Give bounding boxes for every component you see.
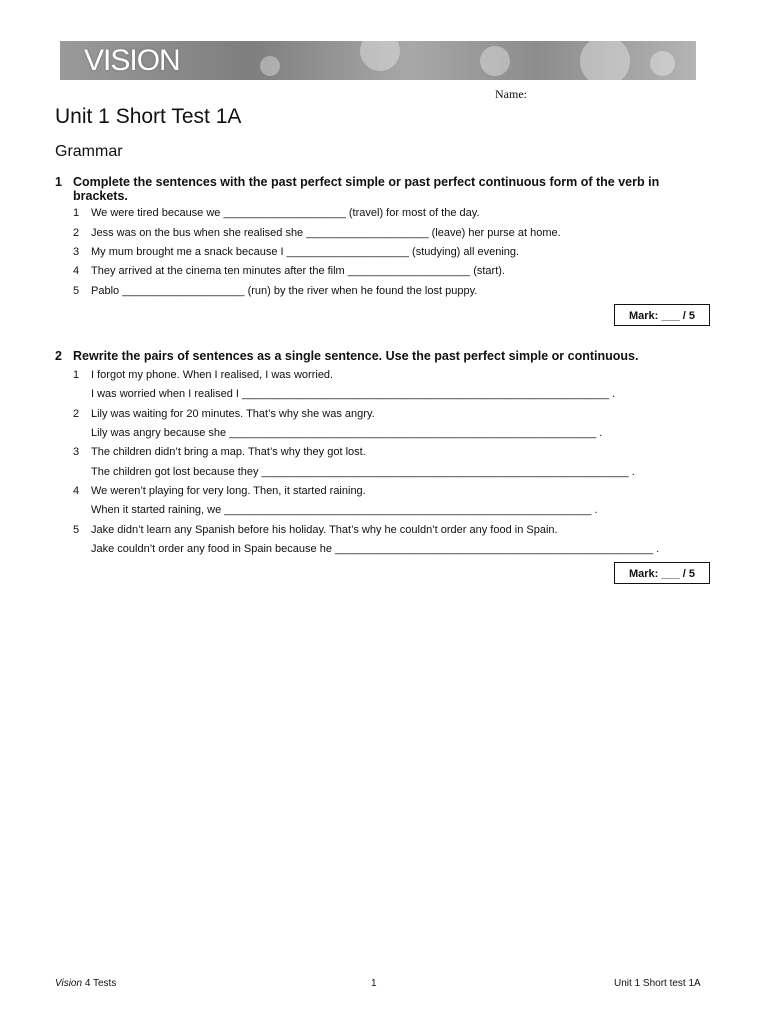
- item-number: 1: [73, 369, 80, 381]
- q2-mark-box: Mark: ___ / 5: [614, 562, 710, 584]
- q2-answer-line: Lily was angry because she ____________________________________________________________ .: [91, 427, 603, 439]
- item-number: 3: [73, 246, 80, 258]
- item-number: 4: [73, 485, 80, 497]
- page-title: Unit 1 Short Test 1A: [55, 105, 242, 128]
- q2-answer-line: When it started raining, we ____________________________________________________________ .: [91, 504, 598, 516]
- item-text: They arrived at the cinema ten minutes after the film ____________________ (start).: [91, 265, 505, 277]
- question-number: 2: [55, 349, 62, 363]
- item-number: 3: [73, 446, 80, 458]
- vision-logo: VISION: [84, 44, 180, 77]
- item-text: Lily was waiting for 20 minutes. That’s why she was angry.: [91, 408, 375, 420]
- q1-mark-box: Mark: ___ / 5: [614, 304, 710, 326]
- section-title: Grammar: [55, 143, 123, 160]
- item-text: I forgot my phone. When I realised, I was worried.: [91, 369, 334, 381]
- footer-book-name: Vision: [55, 978, 83, 989]
- page-number: 1: [371, 978, 377, 989]
- item-number: 2: [73, 408, 80, 420]
- question-number: 1: [55, 175, 62, 189]
- name-label: Name:: [495, 87, 527, 101]
- q2-answer-line: The children got lost because they ____________________________________________________________ .: [91, 466, 635, 478]
- footer-right: Unit 1 Short test 1A: [614, 978, 701, 989]
- item-text: My mum brought me a snack because I ____________________ (studying) all evening.: [91, 246, 520, 258]
- item-text: Jake didn’t learn any Spanish before his holiday. That’s why he couldn’t order any food in Spain.: [91, 524, 558, 536]
- item-number: 4: [73, 265, 80, 277]
- item-number: 2: [73, 227, 80, 239]
- item-number: 5: [73, 285, 80, 297]
- item-text: The children didn’t bring a map. That’s why they got lost.: [91, 446, 366, 458]
- footer-left: [55, 978, 116, 989]
- question-instruction: Rewrite the pairs of sentences as a single sentence. Use the past perfect simple or continuous.: [73, 349, 639, 363]
- item-number: 1: [73, 207, 80, 219]
- question-instruction: Complete the sentences with the past perfect simple or past perfect continuous form of the verb in brackets.: [73, 175, 660, 203]
- header-banner: [60, 41, 696, 80]
- item-text: Pablo ____________________ (run) by the river when he found the lost puppy.: [91, 285, 478, 297]
- footer-book-suffix: 4 Tests: [82, 978, 117, 989]
- q2-answer-line: Jake couldn’t order any food in Spain because he ____________________________________________________ .: [91, 543, 660, 555]
- item-text: Jess was on the bus when she realised she ____________________ (leave) her purse at home.: [91, 227, 561, 239]
- q2-answer-line: I was worried when I realised I ____________________________________________________________ .: [91, 388, 616, 400]
- item-text: We weren’t playing for very long. Then, it started raining.: [91, 485, 366, 497]
- item-number: 5: [73, 524, 80, 536]
- item-text: We were tired because we ____________________ (travel) for most of the day.: [91, 207, 480, 219]
